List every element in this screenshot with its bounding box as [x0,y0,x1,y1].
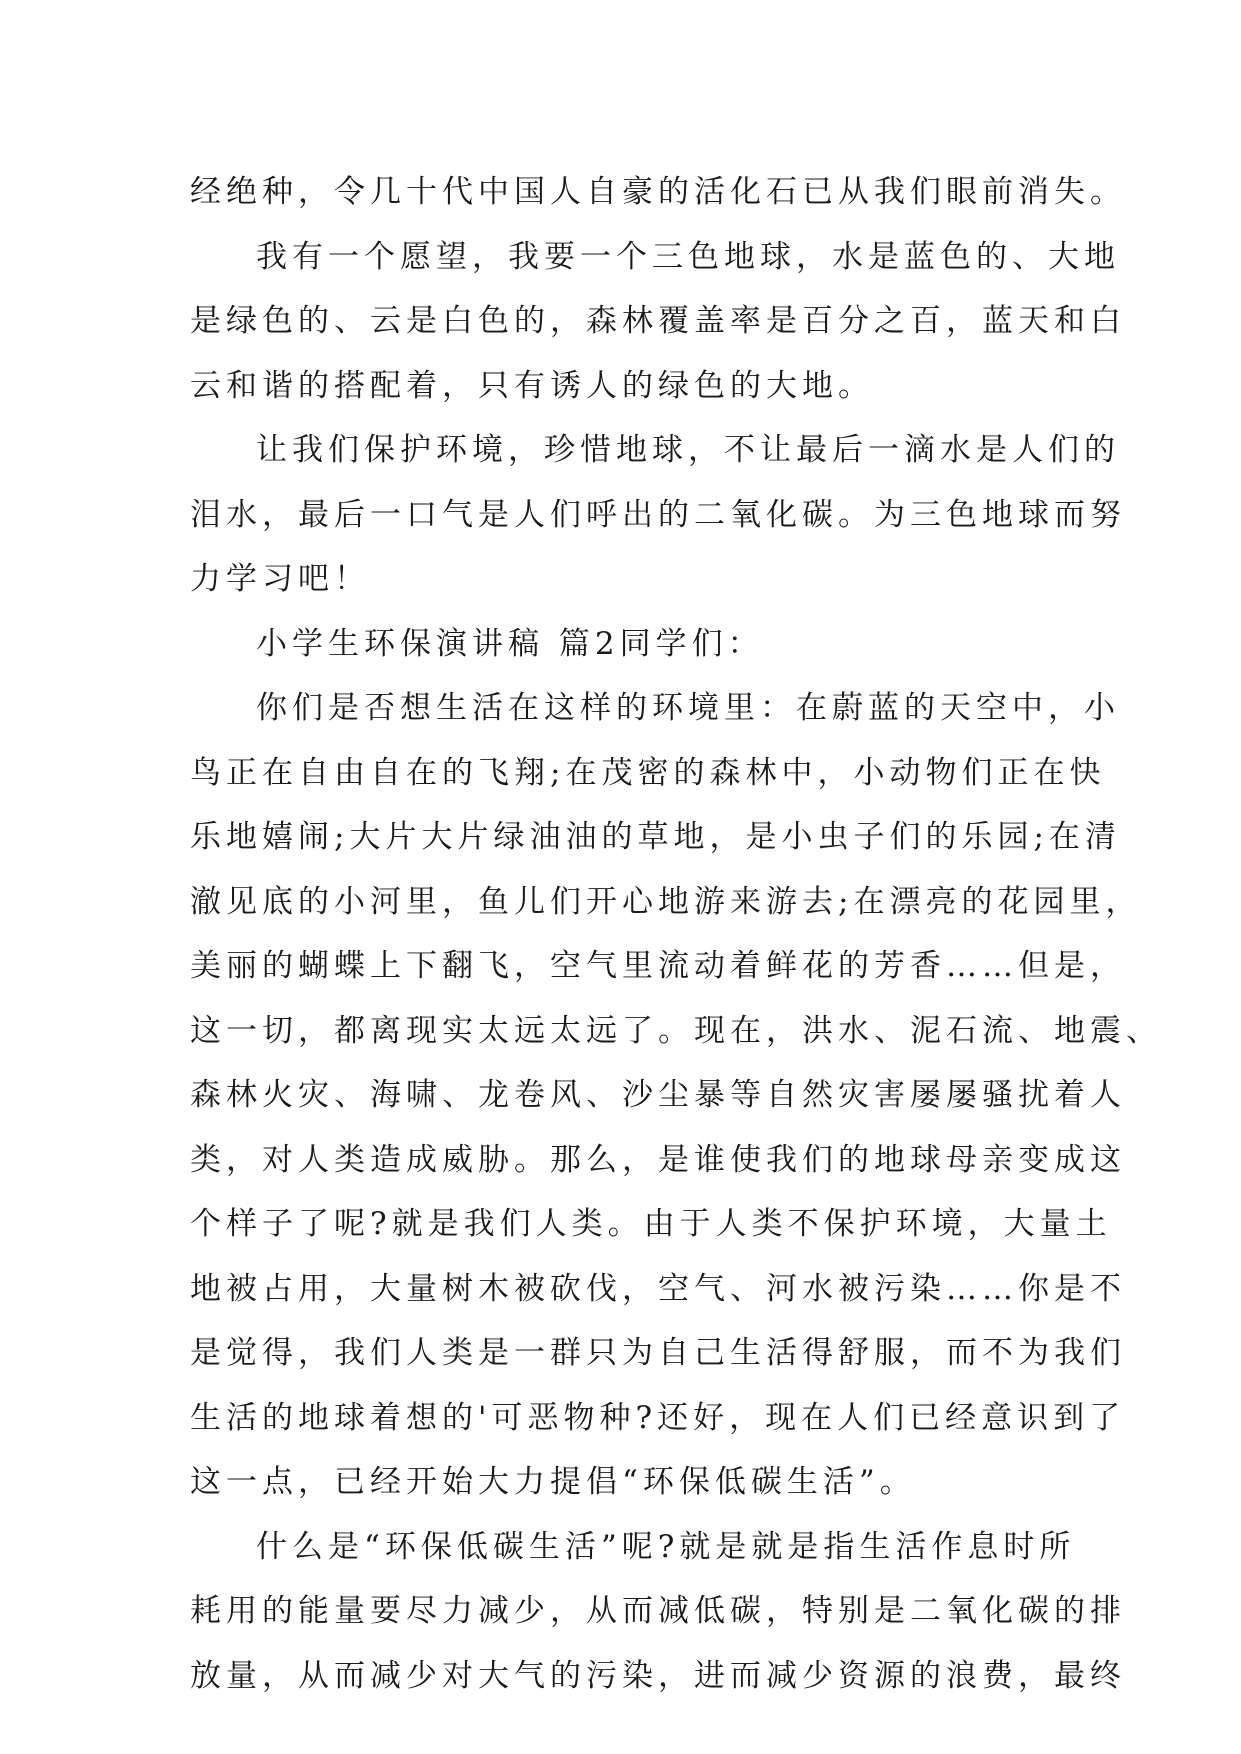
text-line: 生活的地球着想的'可恶物种?还好，现在人们已经意识到了 [190,1399,1126,1436]
section-heading: 小学生环保演讲稿 篇2同学们： [256,625,764,662]
text-line: 你们是否想生活在这样的环境里：在蔚蓝的天空中，小 [256,690,1120,726]
document-body [190,160,1162,1708]
text-line: 是觉得，我们人类是一群只为自己生活得舒服，而不为我们 [190,1335,1126,1371]
text-line: 美丽的蝴蝶上下翻飞，空气里流动着鲜花的芳香……但是， [190,948,1126,984]
text-line: 地被占用，大量树木被砍伐，空气、河水被污染……你是不 [190,1270,1126,1307]
text-line: 放量，从而减少对大气的污染，进而减少资源的浪费，最终 [190,1657,1126,1694]
text-line: 森林火灾、海啸、龙卷风、沙尘暴等自然灾害屡屡骚扰着人 [190,1077,1126,1113]
text-line: 泪水，最后一口气是人们呼出的二氧化碳。为三色地球而努 [190,496,1126,533]
text-line: 力学习吧！ [190,561,370,597]
text-line: 乐地嬉闹;大片大片绿油油的草地，是小虫子们的乐园;在清 [190,819,1121,855]
text-line: 这一切，都离现实太远太远了。现在，洪水、泥石流、地震、 [190,1012,1162,1049]
text-line: 鸟正在自由自在的飞翔;在茂密的森林中，小动物们正在快 [190,754,1106,791]
text-line: 类，对人类造成威胁。那么，是谁使我们的地球母亲变成这 [190,1141,1126,1178]
text-line: 个样子了呢?就是我们人类。由于人类不保护环境，大量土 [190,1206,1112,1242]
text-line: 让我们保护环境，珍惜地球，不让最后一滴水是人们的 [256,432,1120,468]
text-line: 耗用的能量要尽力减少，从而减低碳，特别是二氧化碳的排 [190,1593,1126,1629]
text-line: 经绝种，令几十代中国人自豪的活化石已从我们眼前消失。 [190,174,1126,210]
text-line: 什么是“环保低碳生活”呢?就是就是指生活作息时所 [256,1528,1076,1565]
text-line: 是绿色的、云是白色的，森林覆盖率是百分之百，蓝天和白 [190,303,1126,339]
text-line: 我有一个愿望，我要一个三色地球，水是蓝色的、大地 [256,238,1120,275]
text-line: 澈见底的小河里，鱼儿们开心地游来游去;在漂亮的花园里， [190,883,1142,920]
text-line: 云和谐的搭配着，只有诱人的绿色的大地。 [190,367,874,404]
text-line: 这一点，已经开始大力提倡“环保低碳生活”。 [190,1464,916,1500]
